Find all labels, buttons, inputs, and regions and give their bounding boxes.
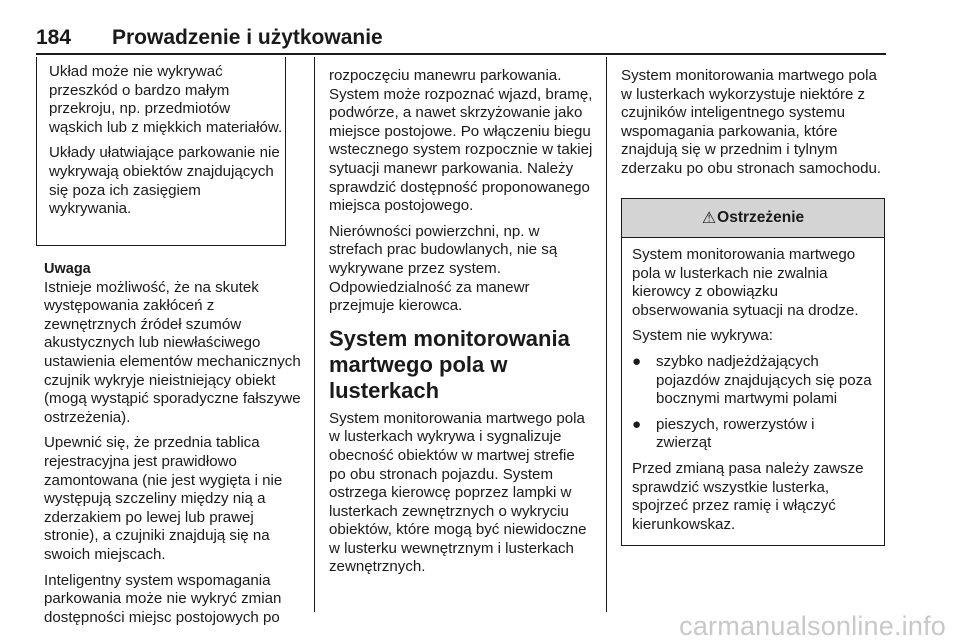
bullet-icon: ● (632, 415, 642, 433)
column-1 (44, 260, 302, 627)
body-paragraph: Upewnić się, że przednia tablica rejestracyjna jest prawidłowo zamontowana (nie jest wygięta i nie występują szczeliny między nią a zderzakiem po lewej lub prawej stronie), a czujniki znajdują się na swoich miejscach. (44, 434, 283, 563)
section-heading: System monitorowania martwego pola w lusterkach (329, 325, 570, 403)
warning-body (622, 238, 884, 534)
watermark: carmanualsonline.info (679, 611, 946, 641)
column-divider (606, 57, 607, 612)
header-rule (36, 53, 886, 55)
uwaga-text: Istnieje możliwość, że na skutek występowania zakłóceń z zewnętrznych źródeł szumów akustycznych lub niewłaściwego ustawienia elementów mechanicznych czujnik wykryje nieistniejący obiekt (mogą wystąpić sporadyczne fałszywe ostrzeżenia). (44, 278, 301, 426)
body-paragraph: System monitorowania martwego pola w lusterkach wykorzystuje niektóre z czujników inteligentnego systemu wspomagania parkowania, które znajdują się w przednim i tylnym zderzaku po obu stronach samochodu. (621, 67, 882, 177)
warning-header (622, 199, 884, 238)
page-number: 184 (36, 26, 72, 49)
note-paragraph: Układ może nie wykrywać przeszkód o bardzo małym przekroju, np. przedmiotów wąskich lub z miękkich materiałów. (49, 63, 283, 136)
warning-box (621, 198, 885, 546)
bullet-item (632, 416, 874, 453)
page-title: Prowadzenie i użytkowanie (112, 26, 383, 49)
warning-paragraph: System nie wykrywa: (632, 327, 773, 345)
page-header (36, 26, 383, 50)
body-paragraph: System monitorowania martwego pola w lusterkach wykrywa i sygnalizuje obecność obiektów w martwej strefie po obu stronach pojazdu. System ostrzega kierowcę poprzez lampki w lusterkach zewnętrznych o wykryciu obiektów, które mogą być niewidoczne w lusterku wewnętrznym i lusterkach zewnętrznych. (329, 409, 587, 576)
bullet-item (632, 353, 874, 409)
warning-title: Ostrzeżenie (717, 209, 805, 226)
body-paragraph: Inteligentny system wspomagania parkowania może nie wykryć zmian dostępności miejsc postojowych po (44, 571, 282, 626)
uwaga-label: Uwaga (44, 261, 91, 277)
warning-paragraph: Przed zmianą pasa należy zawsze sprawdzić wszystkie lusterka, spojrzeć przez ramię i włączyć kierunkowskaz. (632, 459, 864, 533)
column-divider (314, 57, 315, 612)
warning-paragraph: System monitorowania martwego pola w lusterkach nie zwalnia kierowcy z obowiązku obserwowania sytuacji na drodze. (632, 246, 859, 319)
warning-icon: ⚠ (701, 210, 717, 227)
bullet-text: pieszych, rowerzystów i zwierząt (656, 415, 815, 452)
column-2 (329, 67, 595, 577)
column-3 (621, 67, 889, 179)
note-paragraph: Układy ułatwiające parkowanie nie wykrywają obiektów znajdujących się poza ich zasięgiem wykrywania. (49, 144, 280, 218)
bullet-text: szybko nadjeżdżających pojazdów znajdujących się poza bocznymi martwymi polami (656, 352, 872, 408)
body-paragraph: rozpoczęciu manewru parkowania. System może rozpoznać wjazd, bramę, podwórze, a nawet skrzyżowanie jako miejsce postojowe. Po włączeniu biegu wstecznego system rozpocznie w takiej sytuacji manewr parkowania. Należy sprawdzić dostępność proponowanego miejsca postojowego. (329, 67, 593, 215)
bullet-icon: ● (632, 352, 642, 370)
body-paragraph: Nierówności powierzchni, np. w strefach prac budowlanych, nie są wykrywane przez system. Odpowiedzialność za manewr przejmuje kierowca. (329, 222, 558, 315)
boxed-note (36, 57, 286, 246)
